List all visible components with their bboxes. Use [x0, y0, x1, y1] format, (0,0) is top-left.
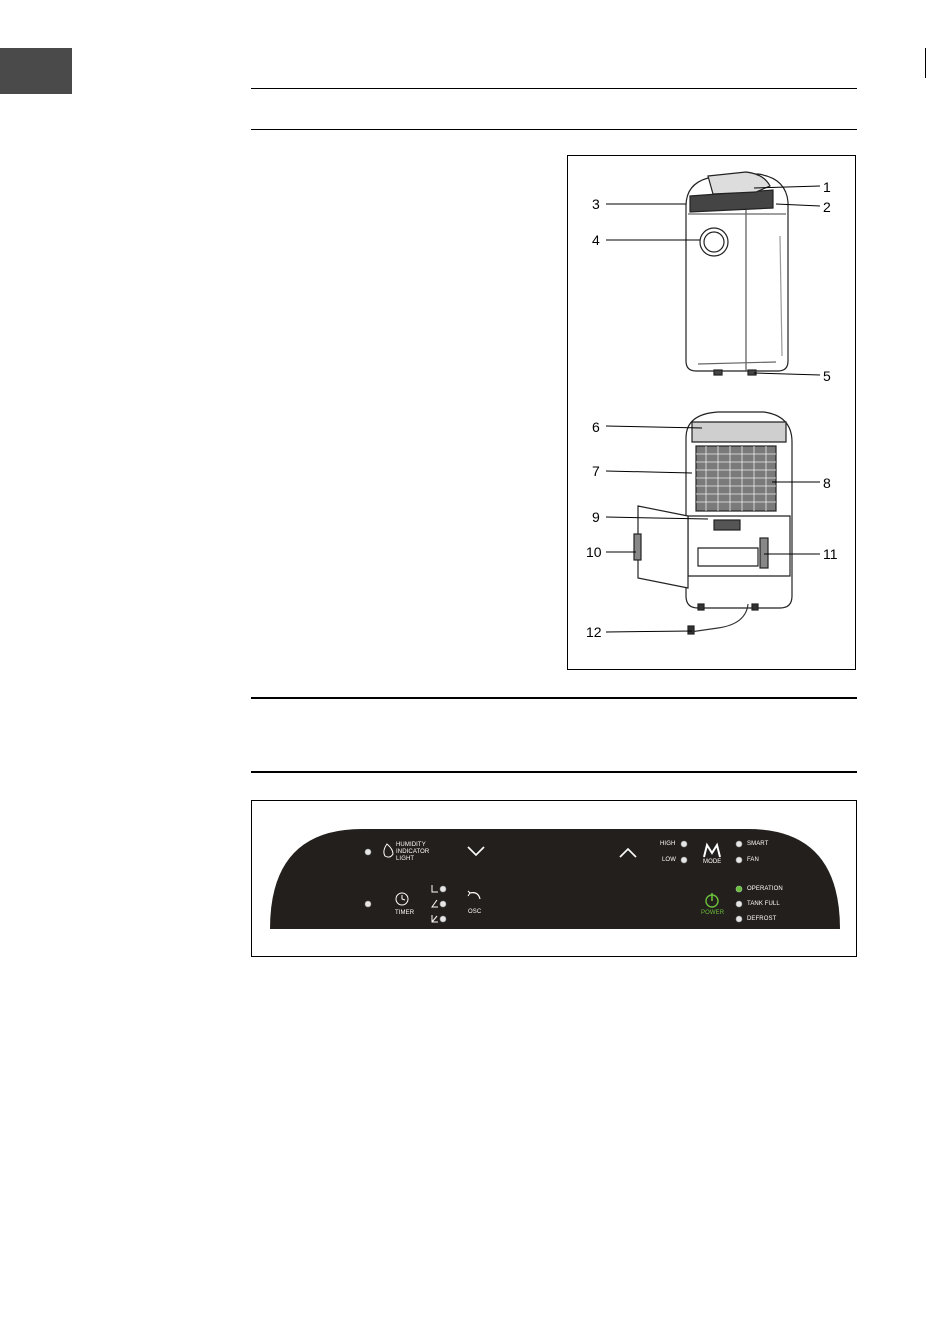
section-rule-panel-heading: [251, 771, 857, 773]
callout-4: 4: [592, 232, 600, 248]
humidity-indicator-label-3: LIGHT: [396, 856, 415, 862]
smart-label: SMART: [747, 841, 769, 847]
callout-3: 3: [592, 196, 600, 212]
section-rule-under-heading: [251, 129, 857, 130]
callout-8: 8: [823, 475, 831, 491]
callout-9: 9: [592, 509, 600, 525]
callout-6: 6: [592, 419, 600, 435]
language-tab: [0, 48, 72, 94]
control-panel-shape: [252, 801, 858, 958]
callout-10: 10: [586, 544, 602, 560]
high-label: HIGH: [660, 841, 676, 847]
timer-label: TIMER: [395, 910, 415, 916]
callout-5: 5: [823, 368, 831, 384]
tank-full-label: TANK FULL: [747, 901, 780, 907]
humidity-indicator-label-1: HUMIDITY: [396, 842, 426, 848]
humidity-indicator-label-2: INDICATOR: [396, 849, 430, 855]
section-rule-panel-top: [251, 697, 857, 699]
operation-label: OPERATION: [747, 886, 783, 892]
power-label: POWER: [701, 910, 725, 916]
section-rule-top: [251, 88, 857, 89]
defrost-label: DEFROST: [747, 916, 777, 922]
fan-label: FAN: [747, 857, 759, 863]
osc-label: OSC: [468, 909, 482, 915]
callout-11: 11: [823, 546, 838, 562]
callout-12: 12: [586, 624, 602, 640]
dehumidifier-illustration: [568, 156, 857, 671]
mode-label: MODE: [703, 859, 722, 865]
callout-1: 1: [823, 179, 831, 195]
callout-2: 2: [823, 199, 831, 215]
product-diagram: [567, 155, 856, 670]
control-panel-figure: [251, 800, 857, 957]
low-label: LOW: [662, 857, 676, 863]
page-edge-mark: [925, 48, 926, 78]
callout-7: 7: [592, 463, 600, 479]
